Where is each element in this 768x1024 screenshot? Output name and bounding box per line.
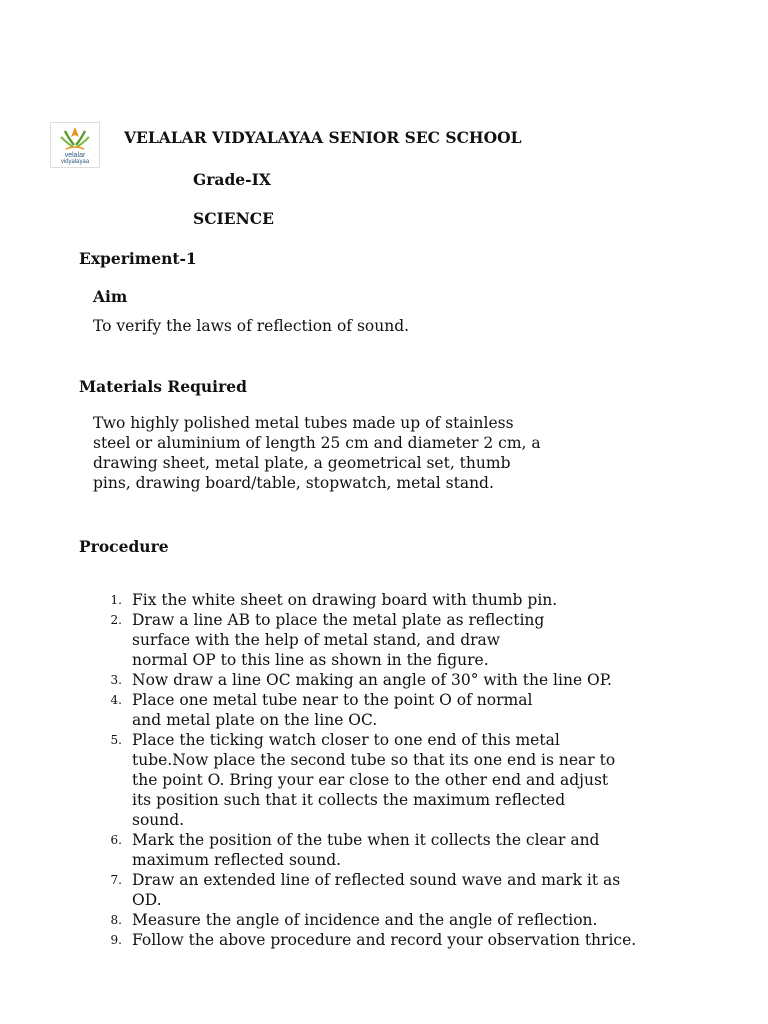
- school-name: VELALAR VIDYALAYAA SENIOR SEC SCHOOL: [124, 128, 522, 147]
- school-logo-emblem-icon: [51, 123, 99, 153]
- procedure-step-7: [79, 870, 636, 910]
- step-line: its position such that it collects the maximum reflected: [132, 791, 566, 809]
- materials-line: pins, drawing board/table, stopwatch, metal stand.: [93, 474, 494, 492]
- logo-text-line1: velalar: [64, 152, 86, 159]
- step-number: 3.: [110, 673, 122, 687]
- aim-heading: Aim: [93, 287, 128, 306]
- step-line: maximum reflected sound.: [132, 851, 342, 869]
- step-number: 7.: [110, 873, 122, 887]
- step-number: 8.: [110, 913, 122, 927]
- procedure-step-2: [79, 610, 636, 670]
- step-line: Draw an extended line of reflected sound wave and mark it as: [132, 871, 621, 889]
- procedure-step-9: [79, 930, 636, 950]
- step-line: and metal plate on the line OC.: [132, 711, 378, 729]
- step-line: the point O. Bring your ear close to the other end and adjust: [132, 771, 609, 789]
- step-number: 4.: [110, 693, 122, 707]
- subject-label: SCIENCE: [193, 209, 274, 228]
- procedure-step-4: [79, 690, 636, 730]
- procedure-step-3: [79, 670, 636, 690]
- step-line: Measure the angle of incidence and the angle of reflection.: [132, 911, 598, 929]
- materials-line: drawing sheet, metal plate, a geometrical set, thumb: [93, 454, 511, 472]
- step-line: Follow the above procedure and record your observation thrice.: [132, 931, 637, 949]
- procedure-step-5: [79, 730, 636, 830]
- step-line: surface with the help of metal stand, and draw: [132, 631, 501, 649]
- step-number: 1.: [110, 593, 122, 607]
- logo-text-line2: vidyalayaa: [60, 159, 90, 165]
- step-line: Place one metal tube near to the point O of normal: [132, 691, 533, 709]
- school-logo: [50, 122, 100, 168]
- procedure-steps: [79, 590, 636, 950]
- experiment-title: Experiment-1: [79, 249, 197, 268]
- step-number: 9.: [110, 933, 122, 947]
- materials-line: steel or aluminium of length 25 cm and diameter 2 cm, a: [93, 434, 541, 452]
- step-line: tube.Now place the second tube so that its one end is near to: [132, 751, 616, 769]
- step-line: Draw a line AB to place the metal plate as reflecting: [132, 611, 545, 629]
- procedure-step-1: [79, 590, 636, 610]
- step-number: 6.: [110, 833, 122, 847]
- materials-text: [93, 413, 541, 493]
- step-line: normal OP to this line as shown in the figure.: [132, 651, 489, 669]
- materials-heading: Materials Required: [79, 377, 247, 396]
- step-number: 2.: [110, 613, 122, 627]
- procedure-heading: Procedure: [79, 537, 169, 556]
- aim-text: To verify the laws of reflection of sound.: [93, 317, 410, 335]
- materials-line: Two highly polished metal tubes made up of stainless: [93, 414, 514, 432]
- procedure-step-6: [79, 830, 636, 870]
- grade-label: Grade-IX: [193, 170, 271, 189]
- step-line: Fix the white sheet on drawing board with thumb pin.: [132, 591, 558, 609]
- step-number: 5.: [110, 733, 122, 747]
- step-line: Now draw a line OC making an angle of 30° with the line OP.: [132, 671, 612, 689]
- procedure-step-8: [79, 910, 636, 930]
- step-line: Place the ticking watch closer to one end of this metal: [132, 731, 560, 749]
- step-line: OD.: [132, 891, 162, 909]
- step-line: Mark the position of the tube when it collects the clear and: [132, 831, 600, 849]
- step-line: sound.: [132, 811, 185, 829]
